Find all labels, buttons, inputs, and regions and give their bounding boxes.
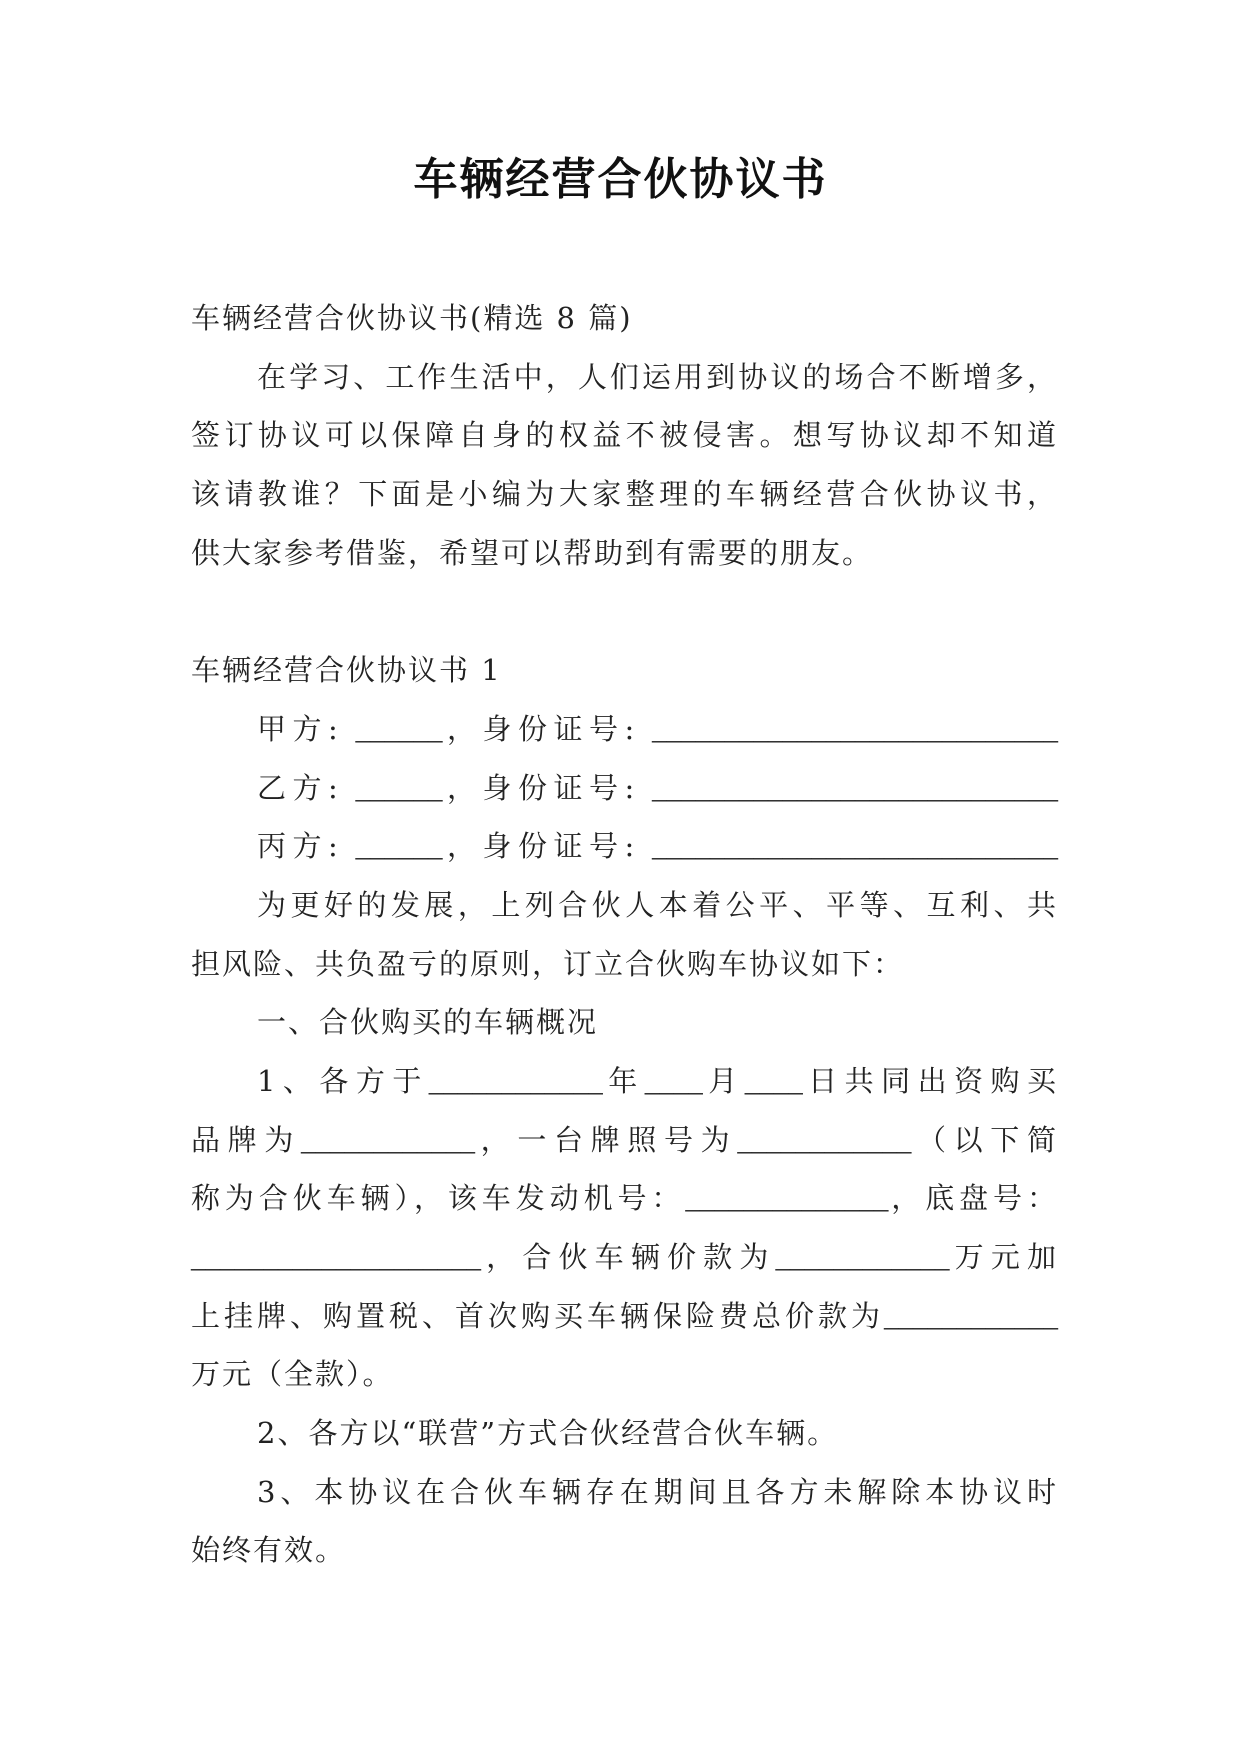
paragraph-line [191, 348, 1058, 407]
line-text: 万元（全款）。 [191, 1357, 394, 1392]
fill-in-blank: ____ [744, 1065, 803, 1098]
paragraph-line [191, 1287, 1058, 1346]
paragraph-line [191, 1404, 1058, 1463]
paragraph-line [191, 1228, 1058, 1287]
paragraph-line [191, 700, 1058, 759]
agreement-paragraph [191, 700, 1058, 759]
fill-in-blank: ____________________________ [652, 713, 1058, 746]
agreement-paragraph [191, 993, 1058, 1052]
line-text: 月 [702, 1063, 745, 1098]
fill-in-blank: ____________ [301, 1124, 475, 1157]
intro-section [191, 348, 1058, 583]
fill-in-blank: ____________ [884, 1300, 1058, 1333]
fill-in-blank: ______________ [685, 1183, 889, 1216]
paragraph-spacer [191, 582, 1058, 641]
agreement-body [191, 700, 1058, 1580]
paragraph-line [191, 524, 1058, 583]
agreement-paragraph [191, 1463, 1058, 1580]
line-text: 品牌为 [191, 1122, 301, 1157]
section-title: 车辆经营合伙协议书 1 [191, 653, 502, 688]
line-text: 始终有效。 [191, 1533, 347, 1568]
document-subtitle: 车辆经营合伙协议书(精选 8 篇) [191, 301, 633, 335]
paragraph-line [191, 1463, 1058, 1522]
paragraph-line [191, 406, 1058, 465]
line-text: 2、各方以“联营”方式合伙经营合伙车辆。 [257, 1416, 839, 1451]
line-text: 丙方: [257, 829, 356, 864]
fill-in-blank: ____________ [737, 1124, 912, 1157]
line-text: 万元加 [949, 1240, 1058, 1274]
fill-in-blank: ____ [644, 1065, 703, 1098]
paragraph-line [191, 759, 1058, 818]
agreement-paragraph [191, 817, 1058, 876]
line-text: ，身份证号: [442, 770, 652, 805]
paragraph-line [191, 465, 1058, 524]
line-text: 1、各方于 [257, 1063, 429, 1098]
line-text: （以下简 [911, 1122, 1058, 1157]
line-text: ，身份证号: [442, 711, 652, 746]
line-text: 年 [602, 1063, 645, 1098]
paragraph-line [191, 935, 1058, 994]
line-text: 签订协议可以保障自身的权益不被侵害。想写协议却不知道 [191, 418, 1058, 453]
fill-in-blank: ____________________________ [652, 772, 1058, 805]
line-text: 称为合伙车辆），该车发动机号： [191, 1181, 686, 1216]
document-body [191, 289, 1058, 1580]
agreement-paragraph [191, 876, 1058, 993]
line-text: 供大家参考借鉴，希望可以帮助到有需要的朋友。 [191, 535, 874, 570]
paragraph-line [191, 1052, 1058, 1111]
line-text: ，身份证号: [442, 829, 652, 864]
agreement-paragraph [191, 1052, 1058, 1404]
line-text: ，合伙车辆价款为 [481, 1240, 776, 1274]
paragraph-line [191, 1111, 1058, 1170]
line-text: 担风险、共负盈亏的原则，订立合伙购车协议如下： [191, 946, 905, 981]
document-title: 车辆经营合伙协议书 [413, 154, 828, 205]
line-text: 一、合伙购买的车辆概况 [257, 1005, 599, 1040]
fill-in-blank: ______ [355, 713, 443, 746]
line-text: ，一台牌照号为 [475, 1122, 738, 1157]
line-text: ，底盘号： [888, 1181, 1058, 1216]
line-text: 甲方: [257, 711, 356, 746]
paragraph-line [191, 1521, 1058, 1580]
agreement-paragraph [191, 759, 1058, 818]
paragraph-line [191, 1345, 1058, 1404]
paragraph-line [191, 817, 1058, 876]
fill-in-blank: ____________________________ [652, 831, 1058, 864]
line-text: 日共同出资购买 [802, 1063, 1058, 1098]
agreement-paragraph [191, 1404, 1058, 1463]
line-text: 上挂牌、购置税、首次购买车辆保险费总价款为 [191, 1298, 884, 1333]
line-text: 3、本协议在合伙车辆存在期间且各方未解除本协议时 [257, 1474, 1058, 1509]
line-text: 为更好的发展，上列合伙人本着公平、平等、互利、共 [257, 887, 1058, 922]
fill-in-blank: ______ [355, 772, 443, 805]
fill-in-blank: ______ [355, 831, 443, 864]
line-text: 乙方: [257, 770, 356, 805]
line-text: 在学习、工作生活中，人们运用到协议的场合不断增多， [257, 359, 1058, 394]
fill-in-blank: ____________________ [191, 1242, 481, 1274]
paragraph-line [191, 876, 1058, 935]
paragraph-line [191, 993, 1058, 1052]
line-text: 该请教谁？下面是小编为大家整理的车辆经营合伙协议书， [191, 477, 1058, 512]
fill-in-blank: ____________ [775, 1242, 950, 1274]
fill-in-blank: ____________ [428, 1065, 603, 1098]
intro-paragraph [191, 348, 1058, 583]
paragraph-line [191, 1169, 1058, 1228]
